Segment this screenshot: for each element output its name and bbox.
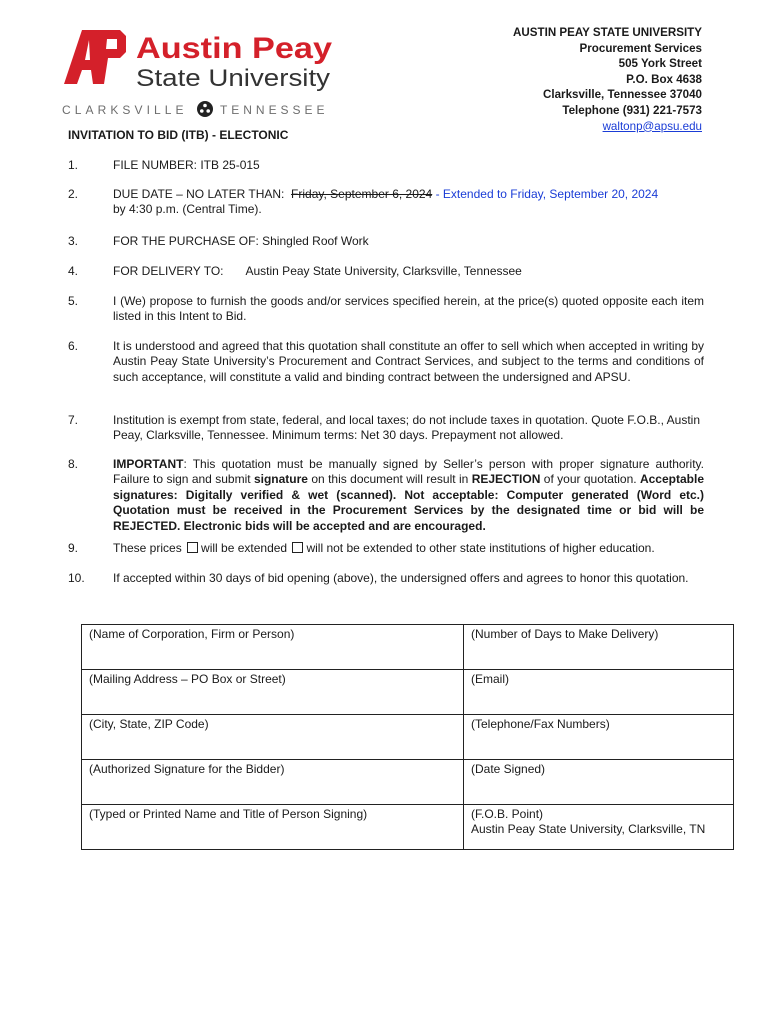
logo-location-left: CLARKSVILLE xyxy=(62,103,187,117)
item-number: 3. xyxy=(68,234,79,248)
list-item-3 xyxy=(68,234,704,249)
extended-due-date: - Extended to Friday, September 20, 2024 xyxy=(435,187,659,201)
due-date-label: DUE DATE – NO LATER THAN: xyxy=(113,187,285,201)
contact-block xyxy=(513,25,702,134)
list-item-8 xyxy=(68,457,704,534)
item-number: 8. xyxy=(68,457,79,471)
city-state-zip: Clarksville, Tennessee 37040 xyxy=(543,88,702,102)
list-item-7 xyxy=(68,413,704,444)
item-number: 2. xyxy=(68,187,79,201)
list-item-10 xyxy=(68,571,704,586)
acceptance-statement: If accepted within 30 days of bid opening (above), the undersigned offers and agrees to honor this quotation. xyxy=(113,571,689,585)
printed-name-title-field[interactable]: (Typed or Printed Name and Title of Person Signing) xyxy=(82,805,464,850)
fob-point-value: Austin Peay State University, Clarksville, TN xyxy=(471,822,706,836)
table-row xyxy=(82,805,734,850)
file-number: FILE NUMBER: ITB 25-015 xyxy=(113,158,260,172)
fob-point-field[interactable] xyxy=(464,805,734,850)
tri-star-emblem-icon xyxy=(197,101,213,117)
university-name: AUSTIN PEAY STATE UNIVERSITY xyxy=(513,26,702,39)
item-number: 9. xyxy=(68,541,79,555)
list-item-2 xyxy=(68,187,704,218)
delivery-label: FOR DELIVERY TO: xyxy=(113,264,224,278)
item-number: 5. xyxy=(68,294,79,308)
mailing-address-field[interactable]: (Mailing Address – PO Box or Street) xyxy=(82,670,464,715)
item-number: 4. xyxy=(68,264,79,278)
document-title: INVITATION TO BID (ITB) - ELECTONIC xyxy=(68,128,289,142)
item-number: 10. xyxy=(68,571,85,585)
telephone: Telephone (931) 221-7573 xyxy=(562,103,702,117)
ap-monogram xyxy=(64,30,126,84)
date-signed-field[interactable]: (Date Signed) xyxy=(464,760,734,805)
table-row xyxy=(82,625,734,670)
fob-point-label: (F.O.B. Point) xyxy=(471,807,544,821)
email-link[interactable]: waltonp@apsu.edu xyxy=(602,119,702,133)
item-number: 6. xyxy=(68,339,79,353)
important-notice: IMPORTANT: This quotation must be manually signed by Seller’s person with proper signature authority. Failure to sign and submit signature on this document will result in REJECTION of your quotation. Acceptable signatures: Digitally verified & wet (scanned). Not acceptable: Computer generated (Word etc.) Quotation must be received in the Procurement Services by the designated time or bid will be REJECTED. Electronic bids will be accepted and are encouraged. xyxy=(113,457,704,533)
table-row xyxy=(82,715,734,760)
po-box: P.O. Box 4638 xyxy=(626,72,702,86)
logo-name-line2: State University xyxy=(136,65,330,92)
phone-fax-field[interactable]: (Telephone/Fax Numbers) xyxy=(464,715,734,760)
proposal-statement: I (We) propose to furnish the goods and/or services specified herein, at the price(s) quoted opposite each item listed in this Intent to Bid. xyxy=(113,294,704,324)
not-extended-option-label: will not be extended to other state institutions of higher education. xyxy=(306,541,655,555)
signature-requirements: Acceptable signatures: Digitally verified & wet (scanned). Not acceptable: Computer generated (Word etc.) Quotation must be received in the Procurement Services by the designated time or bid will be REJECTED. Electronic bids will be accepted and are encouraged. xyxy=(113,472,704,533)
table-row xyxy=(82,760,734,805)
not-extended-checkbox[interactable] xyxy=(292,542,303,553)
list-item-9 xyxy=(68,541,704,556)
university-logo xyxy=(62,28,332,120)
list-item-1 xyxy=(68,158,704,173)
purchase-description: FOR THE PURCHASE OF: Shingled Roof Work xyxy=(113,234,369,248)
extended-checkbox[interactable] xyxy=(187,542,198,553)
contract-statement: It is understood and agreed that this quotation shall constitute an offer to sell which when accepted in writing by Austin Peay State University’s Procurement and Contract Services, and subject to the terms and conditions of such acceptance, will constitute a valid and binding contract between the undersigned and APSU. xyxy=(113,339,704,384)
list-item-5 xyxy=(68,294,704,325)
extended-option-label: will be extended xyxy=(201,541,288,555)
due-time: by 4:30 p.m. (Central Time). xyxy=(113,202,262,217)
list-item-4 xyxy=(68,264,704,279)
city-state-zip-field[interactable]: (City, State, ZIP Code) xyxy=(82,715,464,760)
tax-exemption-statement: Institution is exempt from state, federal, and local taxes; do not include taxes in quotation. Quote F.O.B., Austin Peay, Clarksville, Tennessee. Minimum terms: Net 30 days. Prepayment not allowed. xyxy=(113,413,700,443)
logo-location-right: TENNESSEE xyxy=(220,103,328,117)
authorized-signature-field[interactable]: (Authorized Signature for the Bidder) xyxy=(82,760,464,805)
email-field[interactable]: (Email) xyxy=(464,670,734,715)
table-row xyxy=(82,670,734,715)
company-name-field[interactable]: (Name of Corporation, Firm or Person) xyxy=(82,625,464,670)
department-name: Procurement Services xyxy=(579,41,702,55)
item-number: 7. xyxy=(68,413,79,427)
logo-name-line1: Austin Peay xyxy=(136,32,332,65)
prices-prefix: These prices xyxy=(113,541,182,555)
original-due-date: Friday, September 6, 2024 xyxy=(291,187,433,201)
list-item-6 xyxy=(68,339,704,385)
delivery-location: Austin Peay State University, Clarksville, Tennessee xyxy=(245,264,522,278)
item-number: 1. xyxy=(68,158,79,172)
bidder-info-table xyxy=(81,624,734,850)
delivery-days-field[interactable]: (Number of Days to Make Delivery) xyxy=(464,625,734,670)
street-address: 505 York Street xyxy=(618,57,702,71)
